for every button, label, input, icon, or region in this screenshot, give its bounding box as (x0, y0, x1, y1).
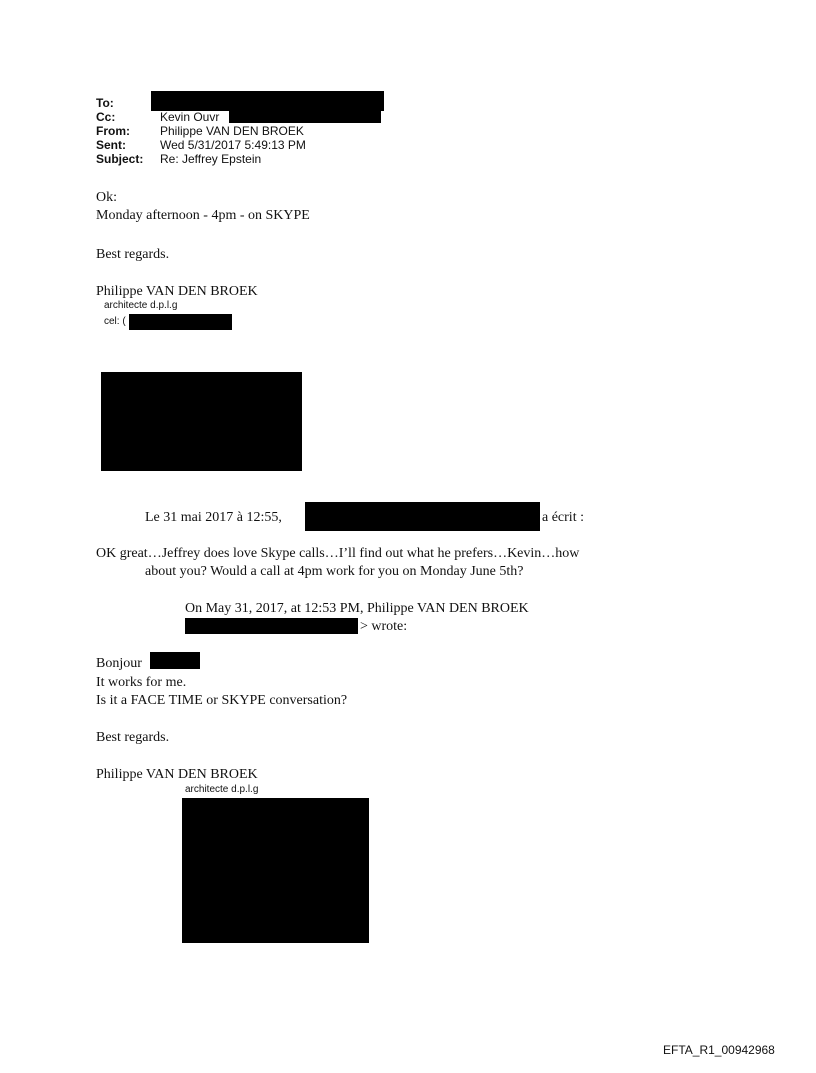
reply-line-monday: Monday afternoon - 4pm - on SKYPE (96, 208, 310, 223)
cc-label: Cc: (96, 110, 116, 124)
subject-value: Re: Jeffrey Epstein (160, 152, 262, 166)
reply-signature-title: architecte d.p.l.g (104, 300, 178, 311)
quote2-closing: Best regards. (96, 730, 170, 745)
redaction-logo-2 (182, 798, 369, 943)
quote2-signature-title: architecte d.p.l.g (185, 784, 259, 795)
reply-line-ok: Ok: (96, 190, 117, 205)
quote2-intro-line1: On May 31, 2017, at 12:53 PM, Philippe VAN DEN BROEK (185, 601, 529, 616)
quote2-greeting: Bonjour (96, 656, 142, 671)
sent-label: Sent: (96, 138, 126, 152)
redaction-greeting-name (150, 652, 200, 669)
sent-value: Wed 5/31/2017 5:49:13 PM (160, 138, 306, 152)
redaction-to (151, 91, 384, 111)
reply-closing: Best regards. (96, 247, 170, 262)
quote1-intro: Le 31 mai 2017 à 12:55, (145, 510, 282, 525)
to-label: To: (96, 96, 114, 110)
redaction-logo-1 (101, 372, 302, 471)
redaction-quote1-sender (305, 502, 540, 531)
quote2-line2: Is it a FACE TIME or SKYPE conversation? (96, 693, 348, 708)
quote1-intro-suffix: a écrit : (542, 510, 584, 525)
reply-signature-name: Philippe VAN DEN BROEK (96, 284, 258, 299)
quote1-body-line1: OK great…Jeffrey does love Skype calls…I’ll find out what he prefers…Kevin…how (96, 546, 580, 561)
quote2-signature-name: Philippe VAN DEN BROEK (96, 767, 258, 782)
redaction-cel (129, 314, 232, 330)
quote2-intro-suffix: > wrote: (360, 619, 408, 634)
redaction-quote2-email (185, 618, 358, 634)
cc-value: Kevin Ouvr (160, 110, 220, 124)
from-label: From: (96, 124, 130, 138)
subject-label: Subject: (96, 152, 144, 166)
document-id: EFTA_R1_00942968 (663, 1043, 775, 1057)
redaction-cc (229, 111, 381, 123)
reply-signature-cel: cel: ( (104, 316, 126, 327)
quote1-body-line2: about you? Would a call at 4pm work for you on Monday June 5th? (145, 564, 524, 579)
quote2-line1: It works for me. (96, 675, 187, 690)
from-value: Philippe VAN DEN BROEK (160, 124, 304, 138)
